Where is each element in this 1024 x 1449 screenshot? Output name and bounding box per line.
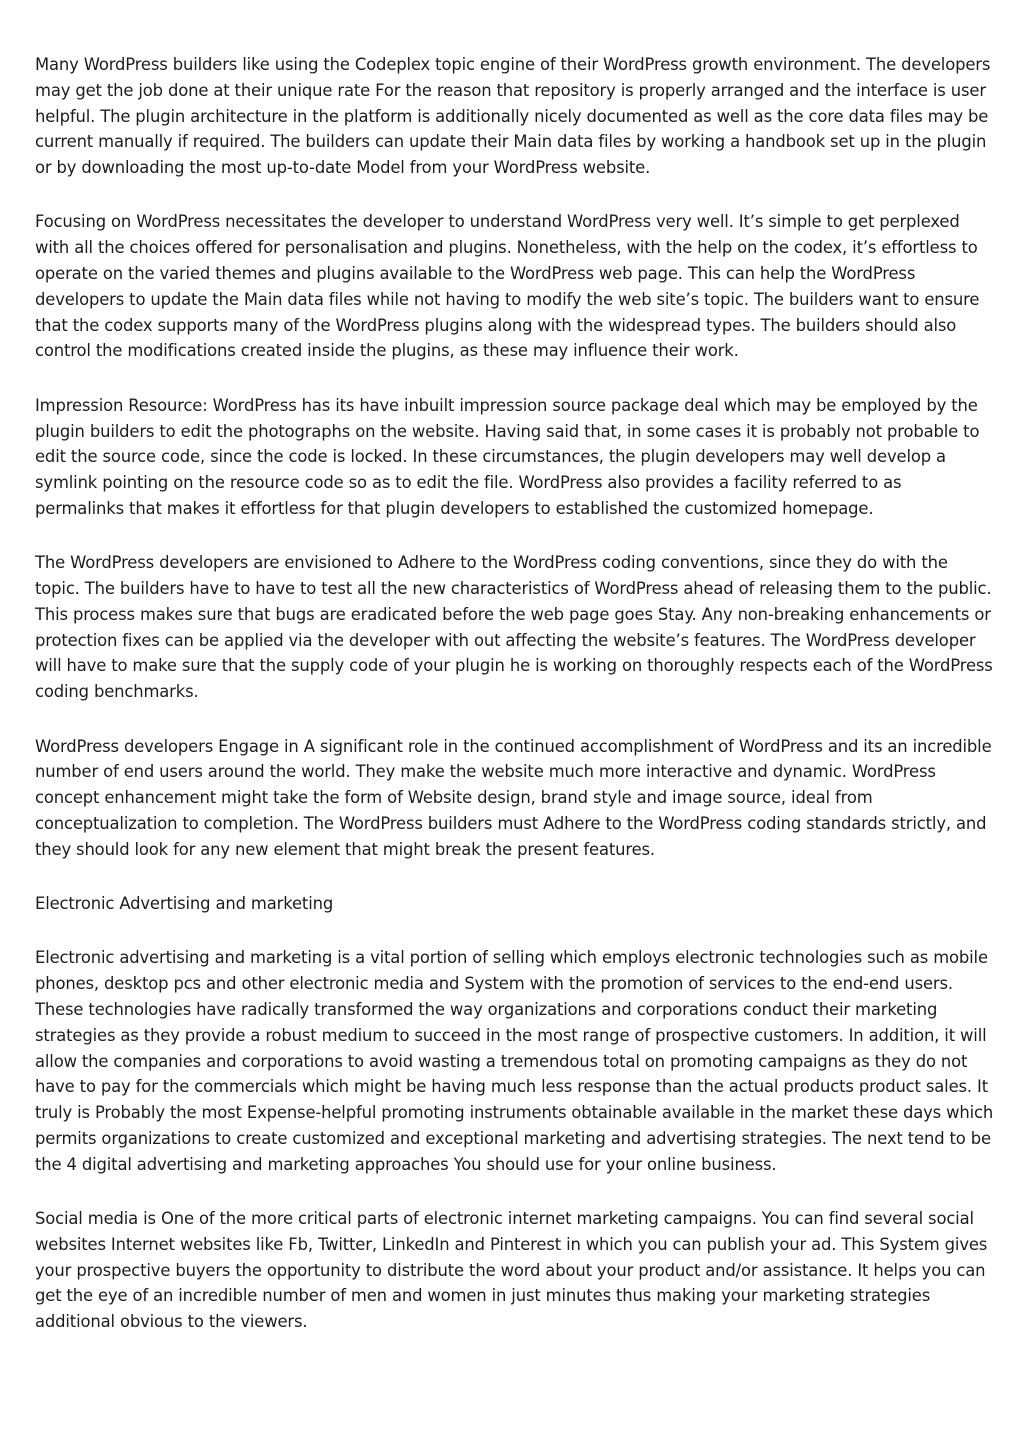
document-body xyxy=(35,52,995,1363)
paragraph-3: Impression Resource: WordPress has its have inbuilt impression source package deal which may be employed by the plugin builders to edit the photographs on the website. Having said that, in some cases it is probably not probable to edit the source code, since the code is locked. In these circumstances, the plugin developers may well develop a symlink pointing on the resource code so as to edit the file. WordPress also provides a facility referred to as permalinks that makes it effortless for that plugin developers to established the customized homepage. xyxy=(35,395,980,518)
paragraph-5: WordPress developers Engage in A significant role in the continued accomplishment of WordPress and its an incredible number of end users around the world. They make the website much more interactive and dynamic. WordPress concept enhancement might take the form of Website design, brand style and image source, ideal from conceptualization to completion. The WordPress builders must Adhere to the WordPress coding standards strictly, and they should look for any new element that might break the present features. xyxy=(35,736,992,859)
paragraph-2: Focusing on WordPress necessitates the developer to understand WordPress very well. It’s simple to get perplexed with all the choices offered for personalisation and plugins. Nonetheless, with the help on the codex, it’s effortless to operate on the varied themes and plugins available to the WordPress web page. This can help the WordPress developers to update the Main data files while not having to modify the web site’s topic. The builders want to ensure that the codex supports many of the WordPress plugins along with the widespread types. The builders should also control the modifications created inside the plugins, as these may influence their work. xyxy=(35,212,980,361)
section-heading: Electronic Advertising and marketing xyxy=(35,894,334,914)
paragraph-7: Social media is One of the more critical parts of electronic internet marketing campaigns. You can find several social websites Internet websites like Fb, Twitter, LinkedIn and Pinterest in which you can publish your ad. This System gives your prospective buyers the opportunity to distribute the word about your product and/or assistance. It helps you can get the eye of an incredible number of men and women in just minutes thus making your marketing strategies additional obvious to the viewers. xyxy=(35,1208,988,1332)
paragraph-1: Many WordPress builders like using the Codeplex topic engine of their WordPress growth environment. The developers may get the job done at their unique rate For the reason that repository is properly arranged and the interface is user helpful. The plugin architecture in the platform is additionally nicely documented as well as the core data files may be current manually if required. The builders can update their Main data files by working a handbook set up in the plugin or by downloading the most up-to-date Model from your WordPress website. xyxy=(35,55,991,178)
paragraph-4: The WordPress developers are envisioned to Adhere to the WordPress coding conventions, since they do with the topic. The builders have to have to test all the new characteristics of WordPress ahead of releasing them to the public. This process makes sure that bugs are eradicated before the web page goes Stay. Any non-breaking enhancements or protection fixes can be applied via the developer with out affecting the website’s features. The WordPress developer will have to make sure that the supply code of your plugin he is working on thoroughly respects each of the WordPress coding benchmarks. xyxy=(35,553,993,702)
paragraph-6: Electronic advertising and marketing is a vital portion of selling which employs electronic technologies such as mobile phones, desktop pcs and other electronic media and System with the promotion of services to the end-end users. These technologies have radically transformed the way organizations and corporations conduct their marketing strategies as they provide a robust medium to succeed in the most range of prospective customers. In addition, it will allow the companies and corporations to avoid wasting a tremendous total on promoting campaigns as they do not have to pay for the commercials which might be having much less response than the actual products product sales. It truly is Probably the most Expense-helpful promoting instruments obtainable available in the market these days which permits organizations to create customized and exceptional marketing and advertising strategies. The next tend to be the 4 digital advertising and marketing approaches You should use for your online business. xyxy=(35,948,994,1174)
